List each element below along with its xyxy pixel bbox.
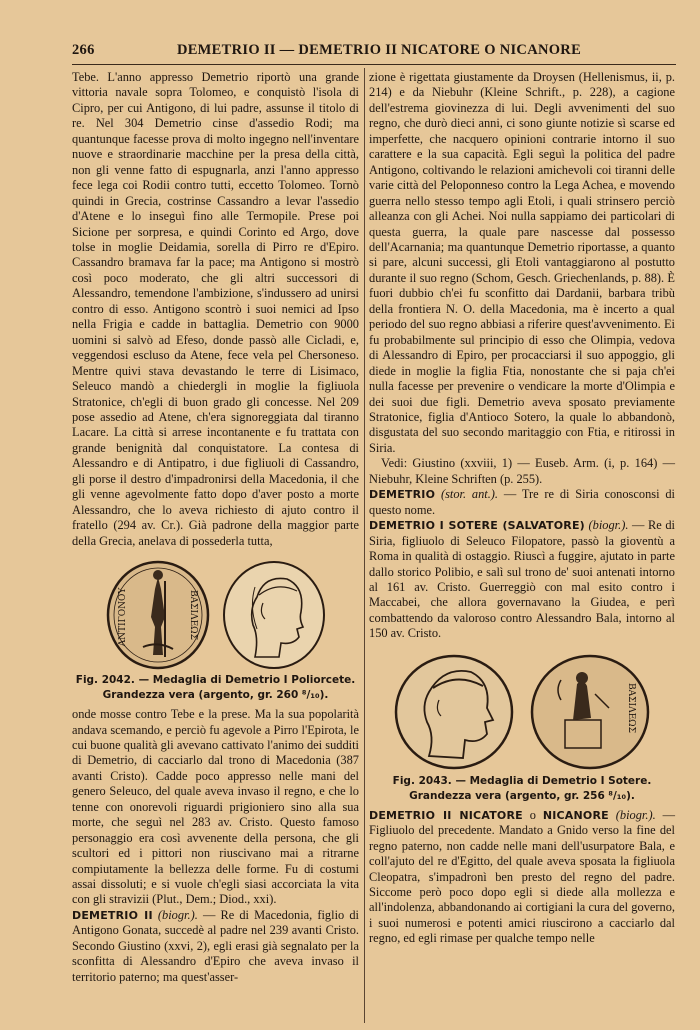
figure-caption-size: Grandezza vera (argento, gr. 260 ⁸/₁₀). bbox=[102, 689, 329, 702]
column-rule bbox=[364, 68, 365, 1023]
coin-obverse-image bbox=[389, 650, 519, 774]
entry-demetrio bbox=[369, 487, 675, 518]
figure-caption-size: Grandezza vera (argento, gr. 256 ⁸/₁₀). bbox=[409, 789, 635, 802]
page-number: 266 bbox=[72, 42, 95, 58]
entry-demetrio-ii-nicatore bbox=[369, 808, 675, 947]
entry-heading: DEMETRIO II NICATORE bbox=[369, 808, 523, 822]
entry-heading-join: o bbox=[522, 807, 543, 822]
entry-text: — Re di Macedonia, figlio di Antigono Gonata, succedè al padre nel 239 avanti Cristo. Secondo Giustino (xxvi, 2), egli erasi già segnalato per la sconfitta di Alessandro d'Epiro che aveva invaso il territorio paterno; ma quest'asser- bbox=[72, 907, 359, 984]
entry-heading: DEMETRIO I SOTERE (SALVATORE) bbox=[369, 519, 585, 533]
figure-2043 bbox=[369, 650, 675, 804]
coin-obverse-image bbox=[219, 557, 329, 673]
entry-text: — Tre re di Siria conosconsi di questo nome. bbox=[369, 487, 675, 517]
paragraph: Tebe. L'anno appresso Demetrio riportò una grande vittoria navale sopra Tolomeo, e conquistò l'isola di Cipro, per cui Antigono, di lui padre, assunse il titolo di re. Nel 304 Demetrio cinse d'assedio Rodi; ma quantunque facesse prova di molto ingegno nell'inventare nuove e straordinarie macchine per la presa della città, non gli venne fatto di espugnarla, anzi l'anno appresso fece lega coi Rodii contro tutti, eccetto Tolomeo. Tornò quindi in Grecia, costrinse Cassandro a levar l'assedio d'Atene e lo inseguì fino alle Termopile. Prese poi Sicione per sorpresa, e quindi Corinto ed Argo, dove tolse in moglie Deidamia, sorella di Pirro re d'Epiro. Cassandro bramava far la pace; ma Antigono si mostrò così poco moderato, che gli altri successori di Alessandro, temendone l'ambizione, s'indussero ad unirsi contro di esso. Antigono scontrò i suoi nemici ad Ipso nella Frigia e cadde in battaglia. Demetrio con 9000 uomini si salvò ad Efeso, donde passò alle Cicladi, e, veggendosi escluso da Atene, fece vela pel Chersoneso. Mentre quivi stava devastando le terre di Lisimaco, Seleuco mandò a chiedergli in moglie la figliuola Stratonice, ch'egli di buon grado gli concesse. Nel 209 pose assedio ad Atene, ch'era signoreggiata dal tiranno Lacare. La città si arrese incontanente e fu trattata con grande benignità dal conquistatore. La contesa di Alessandro e di Antipatro, i due figliuoli di Cassandro, gli porse il destro d'impadronirsi della Macedonia, il che gli venne agevolmente fatto dopo d'aver posto a morte Alessandro, che lo aveva richiesto di ajuto contro il fratello (294 av. Cr.). Già padrone della maggior parte della Grecia, anelava di possederla tutta, bbox=[72, 70, 359, 548]
coin-reverse-image bbox=[103, 557, 213, 673]
figure-2042 bbox=[72, 557, 359, 703]
paragraph-references: Vedi: Giustino (xxviii, 1) — Euseb. Arm. (i, p. 164) — Niebuhr, Kleine Schriften (p. 255). bbox=[369, 456, 675, 486]
figure-caption: Fig. 2042. — Medaglia di Demetrio I Poliorcete. bbox=[75, 674, 356, 687]
coin-legend-left: ΑΝΤΙΓΟΝΟΥ bbox=[117, 587, 128, 647]
entry-tag: (stor. ant.). bbox=[440, 487, 499, 502]
entry-heading-alt: NICANORE bbox=[542, 808, 609, 822]
coin-images bbox=[72, 557, 359, 673]
entry-heading: DEMETRIO II bbox=[72, 908, 153, 922]
paragraph: onde mosse contro Tebe e la prese. Ma la sua popolarità andava scemando, e perciò fu agevole a Pirro l'Epirota, le cui buone qualità gli avevano cattivato l'animo dei sudditi di Demetrio, di cacciarlo dal trono di Macedonia (387 avanti Cristo). Cadde poco appresso nelle mani del genero Seleuco, del quale aveva invaso il regno, e che lo tenne con onorevoli riguardi prigioniero sino alla sua morte, che seguì nel 283 av. Cristo. Questo famoso personaggio era così avvenente della persona, che gli scultori ed i pittori non riuscivano mai a ritrarne compiutamente la bellezza delle forme. Fu di costumi assai dissoluti; e si vuole ch'egli siasi accorciata la vita con gli stravizii (Plut., Dem.; Diod., xxi). bbox=[72, 707, 359, 907]
coin-images bbox=[369, 650, 675, 774]
entry-text: — Figliuolo del precedente. Mandato a Gnido verso la fine del regno paterno, non cadde nelle mani dell'usurpatore Bala, e coll'ajuto del re d'Egitto, del quale aveva sposata la figliuola Cleopatra, s'impadronì ben presto del regno del padre. Siccome però poco dopo egli si diede alla mollezza e all'indolenza, abbandonando ai cortigiani la cura del governo, i suoi numerosi e potenti amici riuscirono a cacciarlo dal regno, ed egli rimase per qualche tempo nelle bbox=[369, 807, 675, 946]
coin-legend: ΒΑΣΙΛΕΩΣ bbox=[626, 682, 636, 733]
coin-legend-right: ΒΑΣΙΛΕΩΣ bbox=[187, 590, 198, 641]
entry-tag: (biogr.). bbox=[588, 518, 629, 533]
entry-tag: (biogr.). bbox=[157, 907, 198, 922]
entry-text: — Re di Siria, figliuolo di Seleuco Filopatore, passò la gioventù a Roma in qualità di ostaggio. Riuscì a fuggire, ajutato in parte dallo storico Polibio, e salì sul trono de' suoi antenati intorno al 161 av. Cristo. Guerreggiò con mal esito contro i Maccabei, che allora governavano la Giudea, e perì combattendo da valoroso contro Alessandro Bala, intorno al 150 av. Cristo. bbox=[369, 518, 675, 641]
entry-demetrio-ii bbox=[72, 908, 359, 985]
entry-demetrio-i-sotere bbox=[369, 518, 675, 642]
left-column bbox=[72, 70, 359, 985]
entry-tag: (biogr.). bbox=[615, 807, 656, 822]
entry-heading: DEMETRIO bbox=[369, 488, 436, 502]
coin-reverse-image bbox=[525, 650, 655, 774]
right-column bbox=[369, 70, 675, 947]
running-header bbox=[72, 42, 676, 65]
running-title: DEMETRIO II — DEMETRIO II NICATORE O NICANORE bbox=[176, 42, 582, 58]
figure-caption: Fig. 2043. — Medaglia di Demetrio I Sotere. bbox=[392, 774, 652, 787]
paragraph: zione è rigettata giustamente da Droysen (Hellenismus, ii, p. 214) e da Niebuhr (Kleine Schrift., p. 228), a cagione dell'estrema giovinezza di lui. Degli avvenimenti del suo regno, che durò dieci anni, ci sono giunte notizie sì scarse ed imperfette, che nacquero opinioni contrarie intorno il suo carattere e la sua capacità. Egli seguì la politica del padre Antigono, coltivando le relazioni amichevoli coi tiranni delle varie città del Peloponneso contro la Lega Achea, e movendo guerra nello stesso tempo agli Etoli, i quali strinsero perciò alleanza con gli Achei. Noi nulla sappiamo dei particolari di questa guerra, la quale pare nascesse dal possesso dell'Acarnania; ma quantunque Demetrio riportasse, a quanto si pare, alcuni successi, gli Etoli vantaggiarono al postutto durante il suo regno (Schom, Gesch. Griechenlands, p. 88). È fuori dubbio ch'ei fu sconfitto dai Dardanii, barbara tribù della frontiera N. O. della Macedonia, ma è incerto a qual periodo del suo regno abbiasi a riferire quest'avvenimento. Ei fu probabilmente sul principio di esso che Olimpia, vedova di Alessandro di Epiro, per procacciarsi il suo appoggio, gli diede in moglie la figlia Ftia, nonostante che si paja ch'ei nulla facesse per prevenire o vendicare la morte d'Olimpia e dei suoi due figli. Demetrio aveva sposato previamente Stratonice, figlia d'Antioco Sotero, la quale lo abbandonò, disgustata del suo secondo maritaggio con Ftia, e ritirossi in Siria. bbox=[369, 70, 675, 455]
